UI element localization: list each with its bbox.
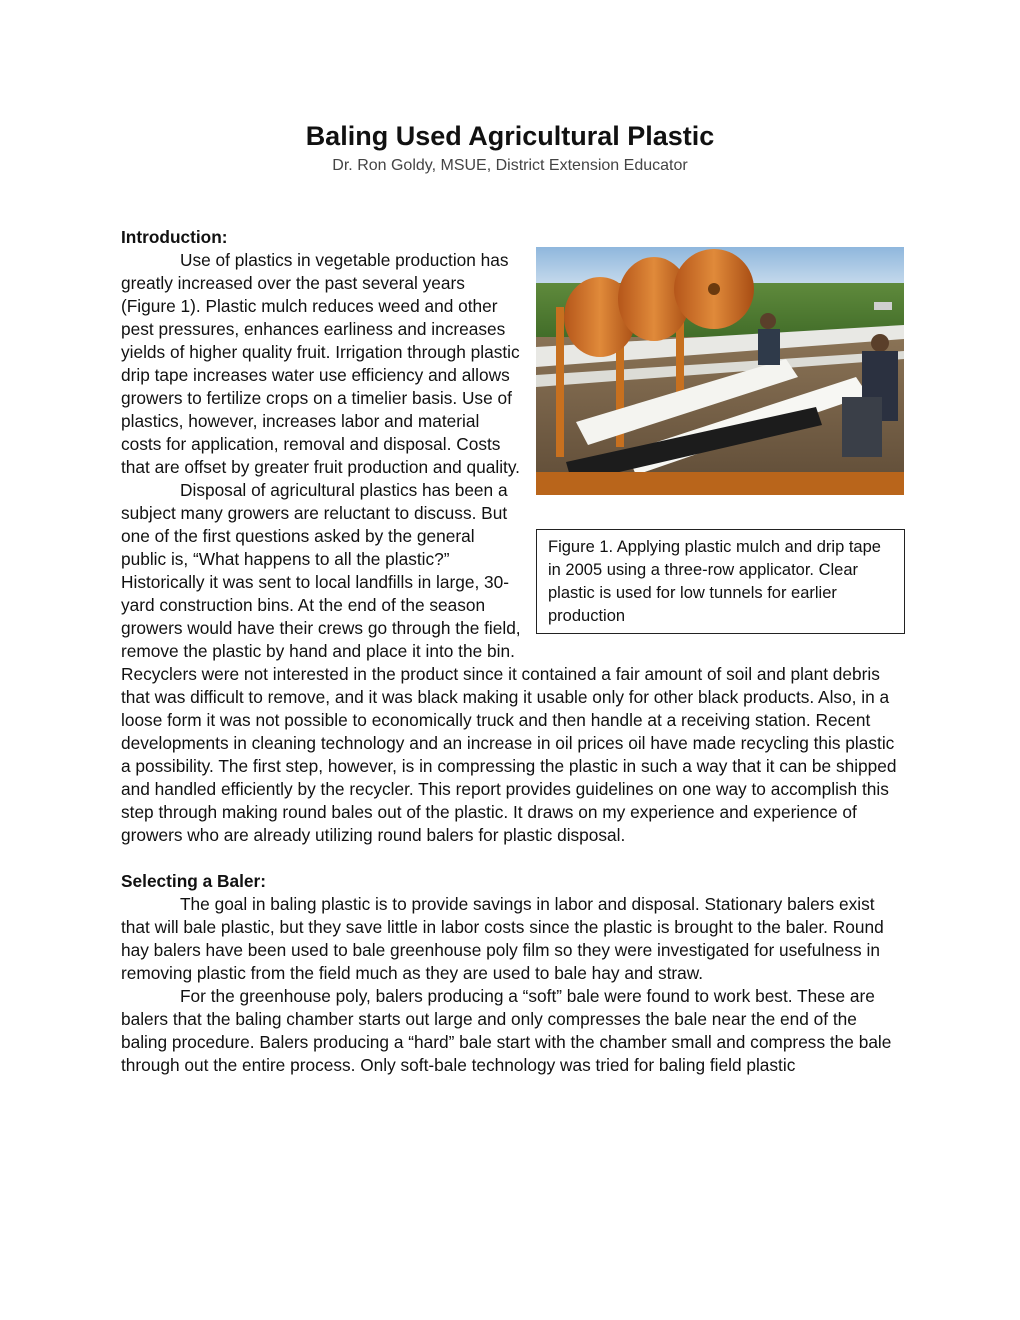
page-title: Baling Used Agricultural Plastic xyxy=(305,121,715,151)
section-heading-selecting-baler: Selecting a Baler: xyxy=(121,871,267,891)
intro-paragraph-2: Disposal of agricultural plastics has been a subject many growers are reluctant to discuss. But one of the first questions asked by the general public is, “What happens to all the plastic?” Historically it was sent to local landfills in large, 30-yard construction bins. At the end of the season growers would have their crews go through the field, remove the plastic by hand and place it into the bin. Recyclers were not interested in the product since it contained a fair amount of soil and plant debris that was difficult to remove, and it was black making it usable only for other black products. Also, in a loose form it was not possible to economically truck and then handle at a receiving station. Recent developments in cleaning technology and an increase in oil prices oil have made recycling this plastic a possibility. The first step, however, is in compressing the plastic in such a way that it can be shipped and handled efficiently by the recycler. This report provides guidelines on one way to accomplish this step through making round bales out of the plastic. It draws on my experience and experience of growers who are already utilizing round balers for plastic disposal. xyxy=(121,480,897,845)
baler-paragraph-1: The goal in baling plastic is to provide savings in labor and disposal. Stationary balers exist that will bale plastic, but they save little in labor costs since the plastic is brought to the baler. Round hay balers have been used to bale greenhouse poly film so they were investigated for usefulness in removing plastic from the field much as they are used to bale hay and straw. xyxy=(121,894,884,983)
section-spacer xyxy=(121,847,906,870)
section-heading-introduction: Introduction: xyxy=(121,227,228,247)
author-byline: Dr. Ron Goldy, MSUE, District Extension Educator xyxy=(332,157,688,174)
document-body xyxy=(121,226,906,1077)
figure-1 xyxy=(534,247,906,652)
figure-caption-text: Figure 1. Applying plastic mulch and drip tape in 2005 using a three-row applicator. Clear plastic is used for low tunnels for earlier production xyxy=(548,538,881,625)
field-photo xyxy=(536,247,904,495)
intro-paragraph-1: Use of plastics in vegetable production has greatly increased over the past several years (Figure 1). Plastic mulch reduces weed and other pest pressures, enhances earliness and increases yields of higher quality fruit. Irrigation through plastic drip tape increases water use efficiency and allows growers to fertilize crops on a timelier basis. Use of plastics, however, increases labor and material costs for application, removal and disposal. Costs that are offset by greater fruit production and quality. xyxy=(121,250,520,477)
figure-caption xyxy=(536,529,905,634)
baler-paragraph-2: For the greenhouse poly, balers producing a “soft” bale were found to work best. These are balers that the baling chamber starts out large and only compresses the bale near the end of the baling procedure. Balers producing a “hard” bale start with the chamber small and compress the bale through out the entire process. Only soft-bale technology was tried for baling field plastic xyxy=(121,986,892,1075)
